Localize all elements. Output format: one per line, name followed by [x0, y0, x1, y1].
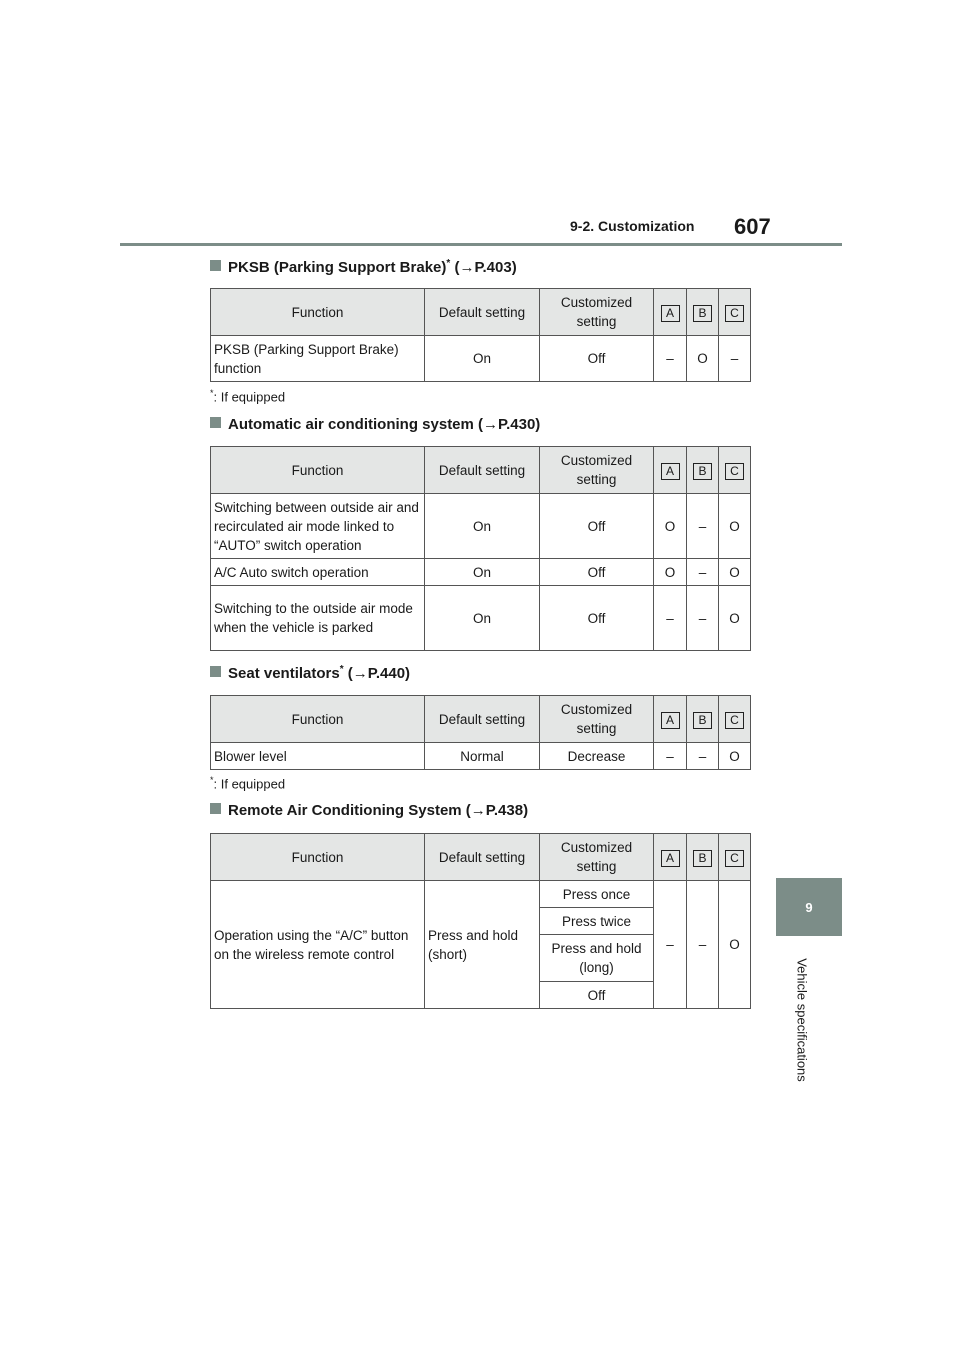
col-default: Default setting — [425, 834, 540, 881]
cell-function: Switching between outside air and recirculated air mode linked to “AUTO” switch operation — [211, 494, 425, 559]
cell-b: – — [687, 743, 719, 770]
chapter-tab[interactable] — [776, 878, 842, 936]
col-a — [654, 696, 687, 743]
section-heading-remote-air-conditioning — [210, 802, 528, 819]
col-b — [687, 289, 719, 336]
cell-function: Blower level — [211, 743, 425, 770]
section-heading-seat-ventilators — [210, 664, 410, 682]
table-pksb — [210, 288, 751, 382]
box-letter-a: A — [661, 850, 680, 867]
col-customized: Customized setting — [540, 834, 654, 881]
cell-a: – — [654, 743, 687, 770]
col-customized: Customized setting — [540, 696, 654, 743]
col-function: Function — [211, 289, 425, 336]
table-row — [211, 586, 751, 651]
cell-c: O — [719, 586, 751, 651]
cell-customized-option: Press twice — [540, 908, 654, 935]
col-c — [719, 447, 751, 494]
section-title: 9-2. Customization — [570, 218, 695, 234]
table-row — [211, 336, 751, 382]
col-a — [654, 834, 687, 881]
col-customized: Customized setting — [540, 289, 654, 336]
box-letter-a: A — [661, 305, 680, 322]
cell-a: – — [654, 881, 687, 1009]
table-header-row — [211, 289, 751, 336]
col-b — [687, 447, 719, 494]
col-a — [654, 447, 687, 494]
heading-text: Remote Air Conditioning System — [228, 802, 462, 819]
footnote-mark: * — [446, 258, 451, 269]
table-air-conditioning — [210, 446, 751, 651]
chapter-label-text: Vehicle specifications — [794, 958, 810, 1082]
col-b — [687, 696, 719, 743]
cell-c: O — [719, 881, 751, 1009]
table-header-row — [211, 447, 751, 494]
box-letter-c: C — [725, 712, 744, 729]
bullet-square-icon — [210, 666, 221, 677]
cell-customized-option: Press once — [540, 881, 654, 908]
col-customized: Customized setting — [540, 447, 654, 494]
cell-a: – — [654, 586, 687, 651]
cell-function: Operation using the “A/C” button on the wireless remote control — [211, 881, 425, 1009]
section-heading-air-conditioning — [210, 416, 540, 433]
cell-customized: Off — [540, 336, 654, 382]
cell-customized: Decrease — [540, 743, 654, 770]
cell-default: On — [425, 559, 540, 586]
bullet-square-icon — [210, 260, 221, 271]
heading-text: PKSB (Parking Support Brake) — [228, 259, 447, 276]
col-c — [719, 696, 751, 743]
col-function: Function — [211, 696, 425, 743]
cell-function: PKSB (Parking Support Brake) function — [211, 336, 425, 382]
cell-a: O — [654, 559, 687, 586]
box-letter-c: C — [725, 305, 744, 322]
page-number: 607 — [734, 214, 771, 239]
page-reference[interactable]: (→P.430) — [473, 416, 541, 433]
footnote-pksb — [210, 388, 285, 404]
box-letter-b: B — [693, 305, 712, 322]
section-heading-pksb — [210, 258, 517, 276]
footnote-star: * — [210, 388, 214, 398]
chapter-label — [794, 945, 810, 1095]
cell-c: O — [719, 559, 751, 586]
cell-customized: Off — [540, 494, 654, 559]
col-function: Function — [211, 834, 425, 881]
table-header-row — [211, 696, 751, 743]
cell-default: Normal — [425, 743, 540, 770]
cell-customized: Off — [540, 559, 654, 586]
cell-a: – — [654, 336, 687, 382]
page-reference[interactable]: (→P.438) — [461, 802, 529, 819]
cell-customized-option: Press and hold (long) — [540, 935, 654, 982]
cell-b: – — [687, 586, 719, 651]
heading-text: Automatic air conditioning system — [228, 416, 474, 433]
col-default: Default setting — [425, 447, 540, 494]
box-letter-c: C — [725, 850, 744, 867]
col-function: Function — [211, 447, 425, 494]
cell-default: On — [425, 586, 540, 651]
cell-default: On — [425, 336, 540, 382]
cell-customized: Off — [540, 586, 654, 651]
chapter-number: 9 — [805, 899, 813, 915]
table-remote-air-conditioning — [210, 833, 751, 1009]
cell-customized-option: Off — [540, 982, 654, 1009]
table-row — [211, 743, 751, 770]
cell-c: O — [719, 494, 751, 559]
table-row — [211, 494, 751, 559]
cell-default: Press and hold (short) — [425, 881, 540, 1009]
cell-b: – — [687, 494, 719, 559]
bullet-square-icon — [210, 417, 221, 428]
table-header-row — [211, 834, 751, 881]
footnote-star: * — [210, 775, 214, 785]
col-default: Default setting — [425, 696, 540, 743]
cell-b: – — [687, 559, 719, 586]
cell-default: On — [425, 494, 540, 559]
cell-c: O — [719, 743, 751, 770]
table-seat-ventilators — [210, 695, 751, 770]
col-a — [654, 289, 687, 336]
cell-a: O — [654, 494, 687, 559]
header-rule — [120, 243, 842, 246]
cell-c: – — [719, 336, 751, 382]
col-default: Default setting — [425, 289, 540, 336]
footnote-text: : If equipped — [213, 776, 286, 792]
box-letter-b: B — [693, 463, 712, 480]
bullet-square-icon — [210, 803, 221, 814]
box-letter-a: A — [661, 712, 680, 729]
col-c — [719, 834, 751, 881]
page-reference[interactable]: (→P.440) — [343, 665, 411, 682]
cell-function: A/C Auto switch operation — [211, 559, 425, 586]
col-b — [687, 834, 719, 881]
heading-text: Seat ventilators — [228, 665, 340, 682]
footnote-mark: * — [339, 664, 344, 675]
box-letter-c: C — [725, 463, 744, 480]
box-letter-b: B — [693, 850, 712, 867]
cell-b: O — [687, 336, 719, 382]
box-letter-b: B — [693, 712, 712, 729]
page-reference[interactable]: (→P.403) — [450, 259, 517, 276]
table-row — [211, 881, 751, 908]
table-row — [211, 559, 751, 586]
footnote-seat-ventilators — [210, 775, 285, 791]
footnote-text: : If equipped — [213, 389, 286, 405]
col-c — [719, 289, 751, 336]
cell-function: Switching to the outside air mode when the vehicle is parked — [211, 586, 425, 651]
cell-b: – — [687, 881, 719, 1009]
box-letter-a: A — [661, 463, 680, 480]
